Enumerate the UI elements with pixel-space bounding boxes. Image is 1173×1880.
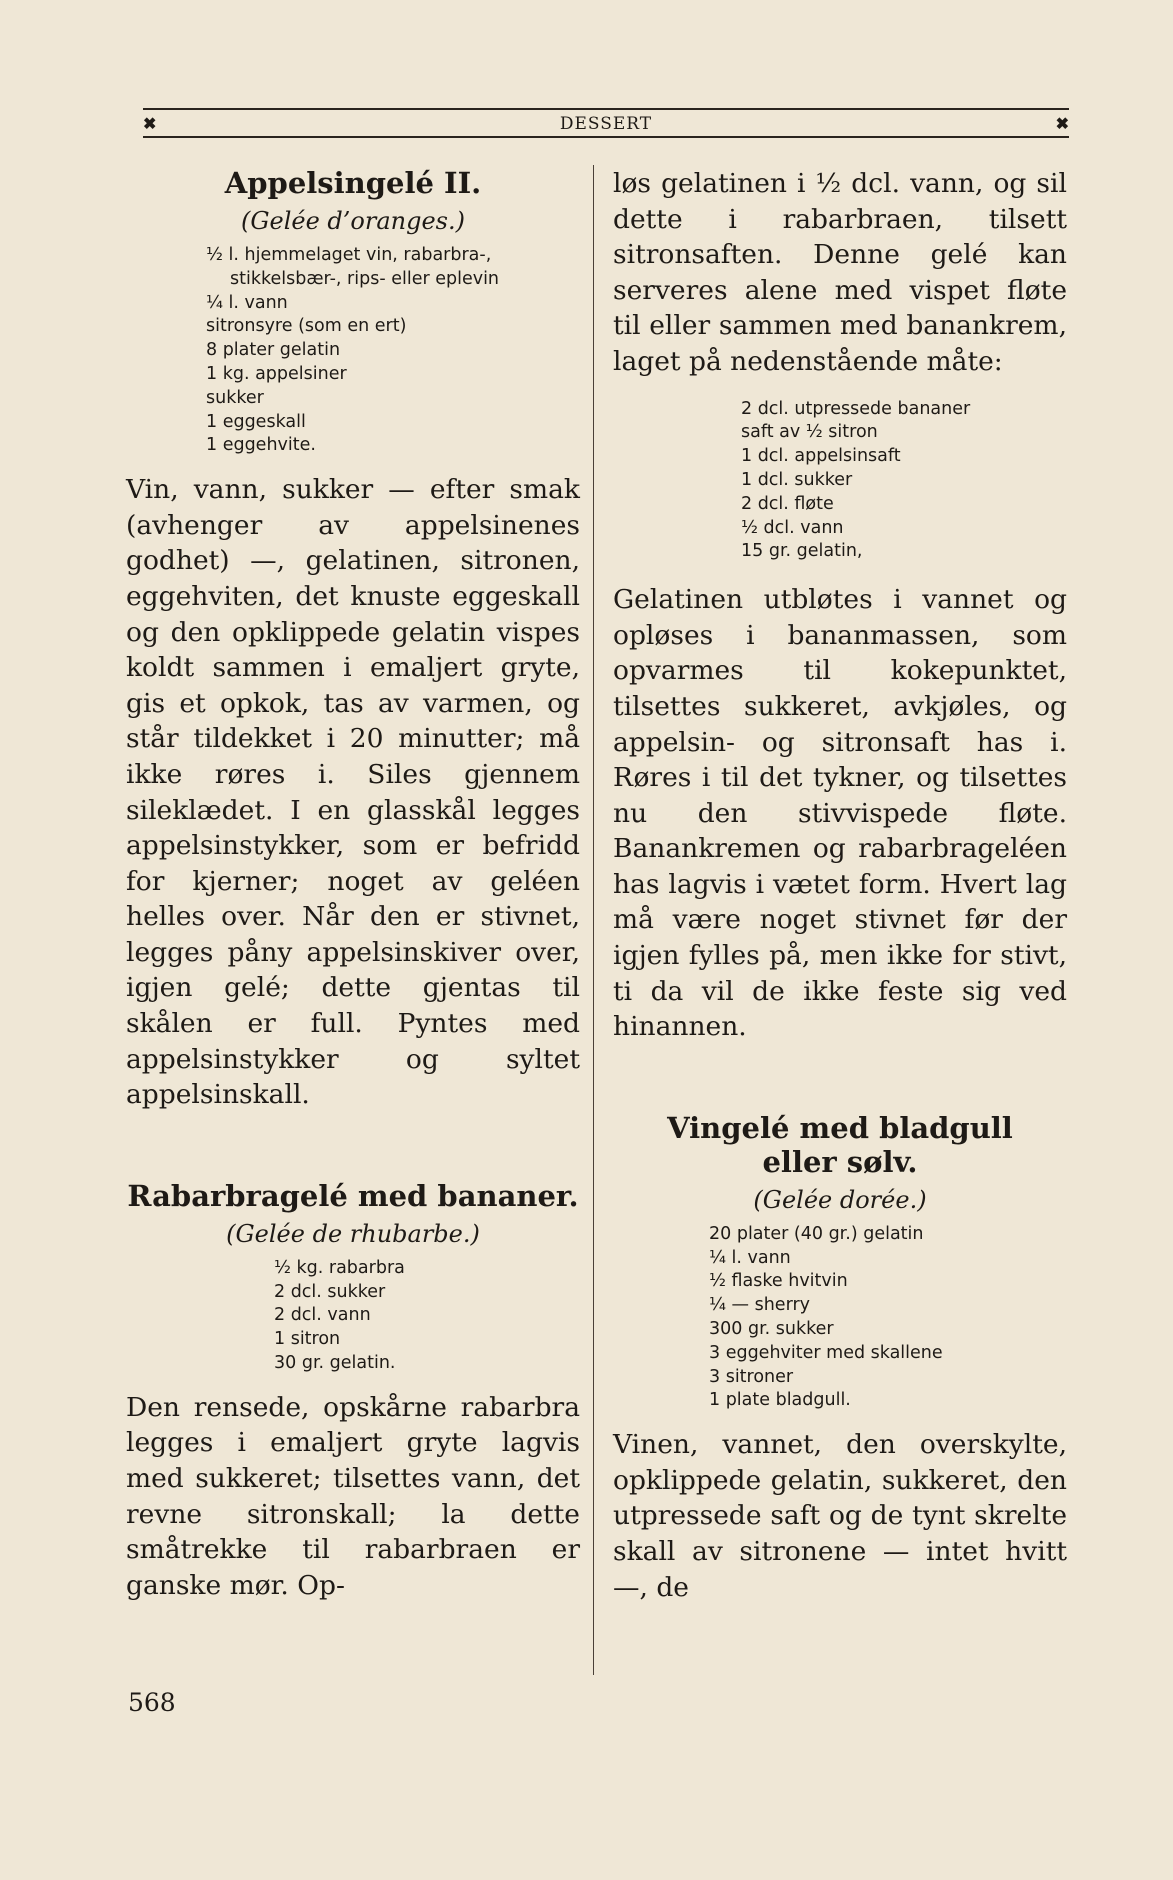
ingredient-list-vingele xyxy=(709,1223,1049,1413)
ingredient-line: sukker xyxy=(206,387,264,408)
recipe-title-appelsingele: Appelsingelé II. xyxy=(224,166,482,200)
ingredient-line: 2 dcl. vann xyxy=(274,1305,371,1326)
column-divider xyxy=(593,165,594,1675)
ingredient-line: 20 plater (40 gr.) gelatin xyxy=(709,1223,924,1244)
ingredient-line: 300 gr. sukker xyxy=(709,1319,834,1340)
ingredient-line: 1 kg. appelsiner xyxy=(206,363,347,384)
ingredient-line: ½ flaske hvitvin xyxy=(709,1271,848,1292)
running-header xyxy=(143,108,1069,138)
ingredient-line: 3 eggehviter med skallene xyxy=(709,1342,943,1363)
ornament-left-icon: ✖ xyxy=(143,114,157,133)
ingredient-line: ¼ l. vann xyxy=(206,292,288,313)
recipe-title-rabarbragele: Rabarbragelé med bananer. xyxy=(127,1178,579,1213)
ingredient-line: 1 eggeskall xyxy=(206,411,306,432)
ingredient-line: 3 sitroner xyxy=(709,1366,794,1387)
ingredient-line: saft av ½ sitron xyxy=(741,422,878,443)
recipe-title-vingele-line1: Vingelé med bladgull xyxy=(667,1110,1013,1145)
ingredient-line: 1 dcl. sukker xyxy=(741,469,853,490)
ingredient-line: ¼ l. vann xyxy=(709,1247,791,1268)
ingredient-line: 2 dcl. sukker xyxy=(274,1281,386,1302)
ingredient-line: stikkelsbær-, rips- eller eplevin xyxy=(230,268,500,289)
ingredient-line: 30 gr. gelatin. xyxy=(274,1353,396,1374)
ingredient-line: 1 dcl. appelsinsaft xyxy=(741,446,901,467)
recipe-title-vingele-line2: eller sølv. xyxy=(762,1144,918,1179)
header-top-rule xyxy=(143,108,1069,110)
left-column xyxy=(126,166,580,1603)
ingredient-line: 2 dcl. utpressede bananer xyxy=(741,398,971,419)
header-bottom-rule xyxy=(143,136,1069,138)
banankrem-instructions: Gelatinen utbløtes i vannet og opløses i bananmassen, som opvarmes til kokepunktet, tilsettes sukkeret, avkjøles, og appelsin- og sitronsaft has i. Røres i til det tykner, og tilsettes nu den stivvispede fløte. Banankremen og rabarbrageléen has lagvis i vætet form. Hvert lag må være noget stivnet før der igjen fylles på, men ikke for stivt, ti da vil de ikke feste sig ved hinannen. xyxy=(613,584,1067,1043)
recipe-instructions-continued: løs gelatinen i ½ dcl. vann, og sil dette i rabarbraen, tilsett sitronsaften. Denne gelé kan serveres alene med vispet fløte til eller sammen med banankrem, laget på nedenstående måte: xyxy=(613,168,1067,377)
ingredient-line: 1 eggehvite. xyxy=(206,435,316,456)
section-title: DESSERT xyxy=(559,114,653,134)
page-number: 568 xyxy=(128,1688,176,1717)
ingredient-line: 15 gr. gelatin, xyxy=(741,541,863,562)
ornament-right-icon: ✖ xyxy=(1055,114,1069,133)
ingredient-line: sitronsyre (som en ert) xyxy=(206,316,407,337)
ingredient-line: ½ dcl. vann xyxy=(741,517,844,538)
ingredient-line: 1 plate bladgull. xyxy=(709,1390,851,1411)
recipe-subtitle-rabarbragele: (Gelée de rhubarbe.) xyxy=(226,1219,480,1248)
ingredient-line: 2 dcl. fløte xyxy=(741,493,834,514)
recipe-instructions-appelsingele: Vin, vann, sukker — efter smak (avhenger av appelsinenes godhet) —, gelatinen, sitronen, eggehviten, det knuste eggeskall og den opklippede gelatin vispes koldt sammen i emaljert gryte, gis et opkok, tas av varmen, og står tildekket i 20 minutter; må ikke røres i. Siles gjennem sileklædet. I en glasskål legges appelsinstykker, som er befridd for kjerner; noget av geléen helles over. Når den er stivnet, legges påny appelsinskiver over, igjen gelé; dette gjentas til skålen er full. Pyntes med appelsinstykker og syltet appelsinskall. xyxy=(126,474,580,1111)
ingredient-list-banankrem xyxy=(741,398,1061,565)
recipe-instructions-vingele: Vinen, vannet, den overskylte, opklippede gelatin, sukkeret, den utpressede saft og de tynt skrelte skall av sitronene — intet hvitt —, de xyxy=(613,1429,1067,1603)
ingredient-line: ¼ — sherry xyxy=(709,1295,811,1316)
right-column xyxy=(613,166,1067,1605)
recipe-subtitle-vingele: (Gelée dorée.) xyxy=(753,1185,927,1214)
ingredient-list-rabarbragele xyxy=(274,1257,554,1376)
recipe-subtitle-appelsingele: (Gelée d’oranges.) xyxy=(240,207,465,235)
ingredient-list-appelsingele xyxy=(206,244,566,458)
ingredient-line: 1 sitron xyxy=(274,1329,341,1350)
ingredient-line: ½ l. hjemmelaget vin, rabarbra-, xyxy=(206,245,492,265)
recipe-instructions-rabarbragele: Den rensede, opskårne rabarbra legges i emaljert gryte lagvis med sukkeret; tilsettes vann, det revne sitronskall; la dette småtrekke til rabarbraen er ganske mør. Op- xyxy=(126,1391,580,1601)
ingredient-line: ½ kg. rabarbra xyxy=(274,1257,405,1278)
ingredient-line: 8 plater gelatin xyxy=(206,340,341,361)
